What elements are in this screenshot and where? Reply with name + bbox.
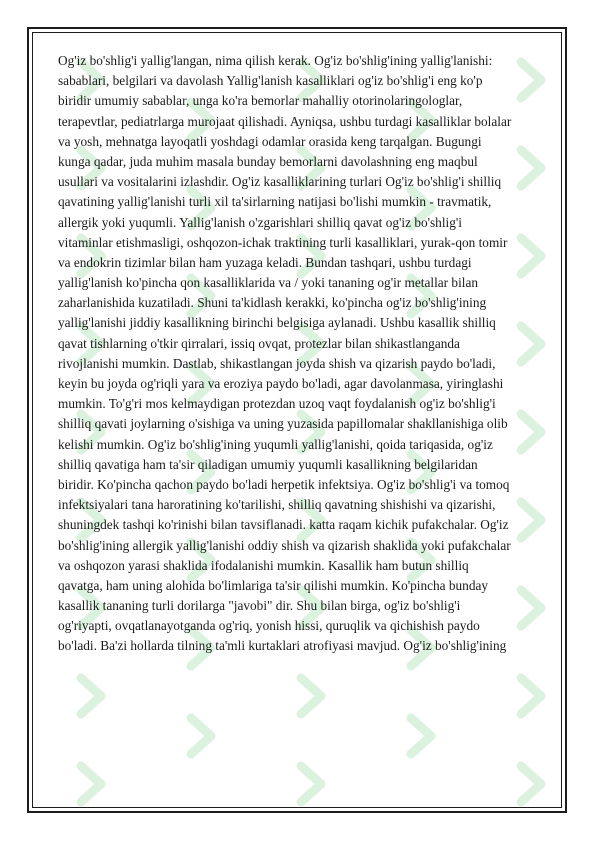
text-line: va endokrin tizimlar bilan ham yuzaga keladi. Bundan tashqari, ushbu turdagi: [58, 254, 472, 270]
text-line: Og'iz bo'shlig'i yallig'langan, nima qilish kerak. Og'iz bo'shlig'ining yallig'lanishi:: [58, 53, 493, 68]
text-line: shilliq qavatiga ham ta'sir qiladigan umumiy yuqumli kasallikning belgilaridan: [58, 456, 478, 472]
text-line: vitaminlar etishmasligi, oshqozon-ichak traktining turli kasalliklari, yurak-qon tomir: [58, 234, 508, 250]
text-line: kasallik tananing turli dorilarga "javobi" dir. Shu bilan birga, og'iz bo'shlig'i: [58, 598, 461, 614]
text-line: og'riyapti, ovqatlanayotganda og'riq, yonish hissi, quruqlik va qichishish paydo: [58, 618, 480, 634]
text-line: qavatga, ham uning alohida bo'limlariga ta'sir qilishi mumkin. Ko'pincha bunday: [58, 577, 489, 593]
document-body: [58, 51, 542, 657]
text-line: va yosh, mehnatga layoqatli yoshdagi odamlar orasida keng tarqalgan. Bugungi: [58, 133, 482, 149]
text-line: allergik yoki yuqumli. Yallig'lanish o'zgarishlari shilliq qavat og'iz bo'shlig'i: [58, 214, 462, 230]
text-line: mumkin. To'g'ri mos kelmaydigan protezdan uzoq vaqt foydalanish og'iz bo'shlig'i: [58, 396, 496, 412]
text-line: bo'ladi. Ba'zi hollarda tilning ta'mli kurtaklari atrofiyasi mavjud. Og'iz bo'shlig'ining: [58, 638, 507, 654]
text-line: qavatining yallig'lanishi turli xil ta'sirlarning natijasi bo'lishi mumkin - travmatik,: [58, 194, 492, 210]
text-line: zaharlanishida kuzatiladi. Shuni ta'kidlash kerakki, ko'pincha og'iz bo'shlig'ining: [58, 295, 487, 311]
text-line: shilliq qavati joylarning o'sishiga va uning yuzasida papillomalar shakllanishiga olib: [58, 416, 508, 432]
text-line: usullari va vositalarini izlashdir. Og'iz kasalliklarining turlari Og'iz bo'shlig'i shilliq: [58, 174, 502, 190]
text-line: biridir. Ko'pincha qachon paydo bo'ladi herpetik infektsiya. Og'iz bo'shlig'i va tomoq: [58, 476, 510, 492]
text-line: terapevtlar, pediatrlarga murojaat qilishadi. Ayniqsa, ushbu turdagi kasalliklar bolalar: [58, 113, 512, 129]
text-line: qavat tishlarning o'tkir qirralari, issiq ovqat, protezlar bilan shikastlanganda: [58, 335, 460, 351]
text-line: biridir umumiy sabablar, unga ko'ra bemorlar mahalliy otorinolaringologlar,: [58, 93, 463, 109]
text-line: shuningdek tashqi ko'rinishi bilan tavsiflanadi. katta raqam kichik pufakchalar. Og'iz: [58, 517, 509, 533]
text-line: keyin bu joyda og'riqli yara va eroziya paydo bo'ladi, agar davolanmasa, yiringlashi: [58, 376, 504, 391]
text-line: yallig'lanish ko'pincha qon kasalliklarida va / yoki tananing og'ir metallar bilan: [58, 275, 479, 291]
text-line: rivojlanishi mumkin. Dastlab, shikastlangan joyda shish va qizarish paydo bo'ladi,: [58, 355, 496, 371]
text-line: yallig'lanishi jiddiy kasallikning birinchi belgisiga aylanadi. Ushbu kasallik shilliq: [58, 315, 496, 331]
text-line: kunga qadar, juda muhim masala bunday bemorlarni davolashning eng maqbul: [58, 153, 478, 169]
text-line: sabablari, belgilari va davolash Yallig'lanish kasalliklari og'iz bo'shlig'i eng ko'p: [58, 73, 483, 89]
text-line: va oshqozon yarasi shaklida ifodalanishi mumkin. Kasallik ham butun shilliq: [58, 557, 469, 573]
text-line: kelishi mumkin. Og'iz bo'shlig'ining yuqumli yallig'lanishi, qoida tariqasida, og'iz: [58, 436, 493, 452]
text-line: bo'shlig'ining allergik yallig'lanishi oddiy shish va qizarish shaklida yoki pufakchalar: [58, 537, 511, 553]
text-line: infektsiyalari tana haroratining ko'tarilishi, shilliq qavatning shishishi va qizarishi,: [58, 497, 496, 513]
